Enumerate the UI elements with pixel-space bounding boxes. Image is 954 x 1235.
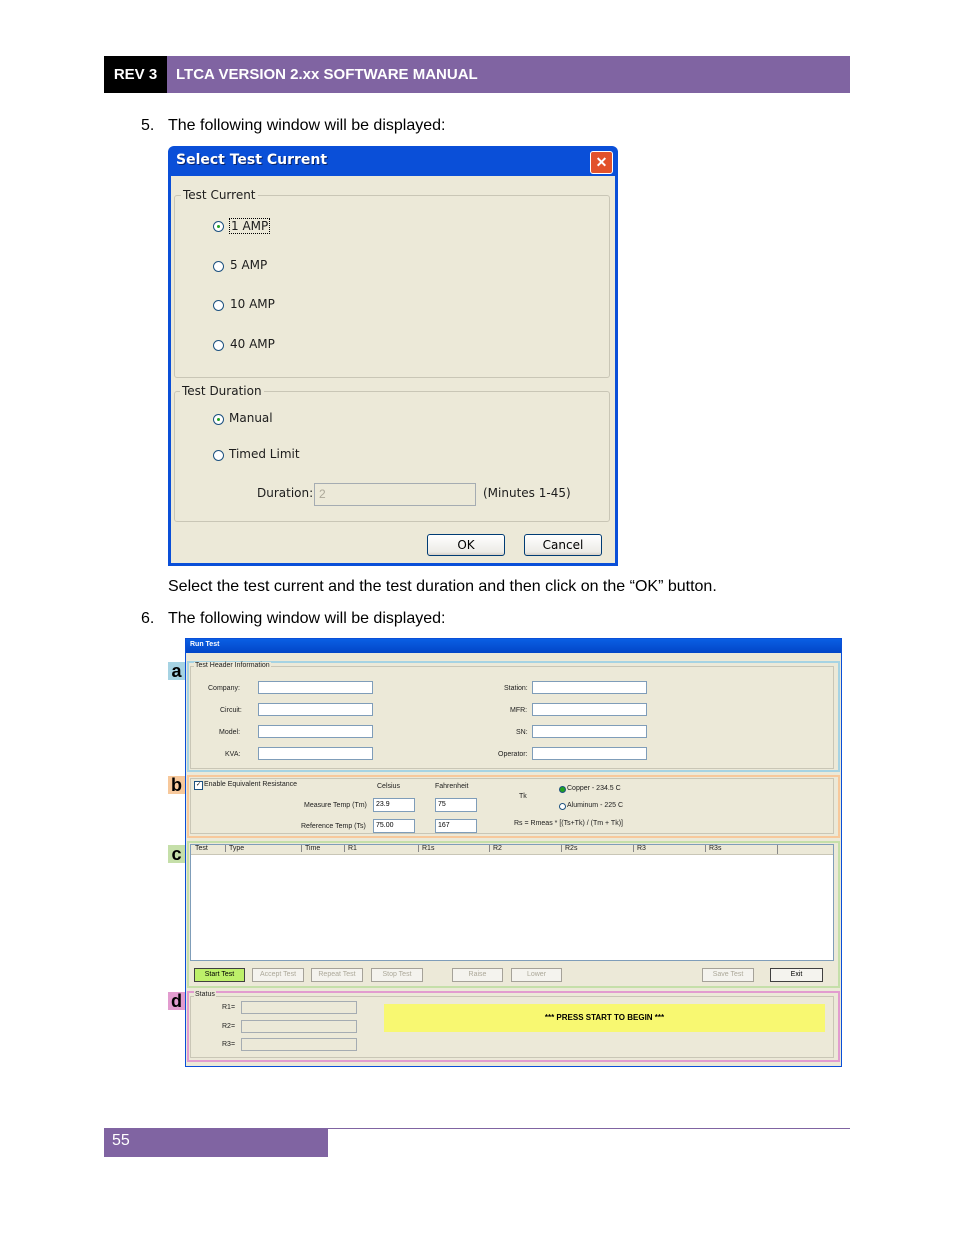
radio-manual-label[interactable]: Manual [229, 411, 273, 425]
col-type[interactable]: Type [225, 845, 244, 852]
aluminum-radio[interactable] [559, 803, 566, 810]
r2-label: R2= [222, 1023, 236, 1030]
select-test-current-dialog [168, 146, 618, 566]
raise-button[interactable]: Raise [452, 968, 503, 982]
copper-label[interactable]: Copper - 234.5 C [567, 785, 621, 792]
status-message: *** PRESS START TO BEGIN *** [384, 1004, 825, 1032]
operator-input[interactable] [532, 747, 647, 760]
sn-label: SN: [516, 729, 528, 736]
stop-test-button[interactable]: Stop Test [371, 968, 423, 982]
col-end-divider [777, 845, 778, 854]
col-r3s[interactable]: R3s [705, 845, 721, 852]
circuit-label: Circuit: [220, 707, 242, 714]
col-r2[interactable]: R2 [489, 845, 502, 852]
run-test-titlebar [186, 639, 841, 653]
tk-label: Tk [519, 793, 527, 800]
r3-value [241, 1038, 357, 1051]
test-header-legend: Test Header Information [195, 662, 270, 669]
radio-timed-limit-label[interactable]: Timed Limit [229, 447, 300, 461]
measure-temp-celsius-input[interactable]: 23.9 [373, 798, 415, 812]
col-time[interactable]: Time [301, 845, 320, 852]
accept-test-button[interactable]: Accept Test [252, 968, 304, 982]
test-current-legend: Test Current [183, 188, 256, 202]
step-5-number: 5. [141, 117, 155, 134]
cancel-button[interactable]: Cancel [524, 534, 602, 556]
radio-40-amp-label[interactable]: 40 AMP [230, 337, 275, 351]
close-icon[interactable]: ✕ [590, 151, 613, 174]
radio-1-amp-label[interactable]: 1 AMP [231, 219, 269, 233]
dialog-title: Select Test Current [176, 152, 328, 168]
run-test-title: Run Test [190, 641, 220, 648]
col-r3[interactable]: R3 [633, 845, 646, 852]
duration-input[interactable]: 2 [314, 483, 476, 506]
radio-1-amp[interactable] [213, 221, 224, 232]
radio-5-amp-label[interactable]: 5 AMP [230, 258, 268, 272]
repeat-test-button[interactable]: Repeat Test [311, 968, 363, 982]
copper-radio[interactable] [559, 786, 566, 793]
col-r1[interactable]: R1 [344, 845, 357, 852]
mfr-input[interactable] [532, 703, 647, 716]
reference-temp-label: Reference Temp (Ts) [301, 823, 366, 830]
aluminum-label[interactable]: Aluminum - 225 C [567, 802, 624, 809]
instruction-text: Select the test current and the test duration and then click on the “OK” button. [168, 578, 717, 595]
step-5-text: The following window will be displayed: [168, 117, 446, 134]
measure-temp-fahrenheit-input[interactable]: 75 [435, 798, 477, 812]
radio-10-amp-label[interactable]: 10 AMP [230, 297, 275, 311]
circuit-input[interactable] [258, 703, 373, 716]
lower-button[interactable]: Lower [511, 968, 562, 982]
reference-temp-celsius-input[interactable]: 75.00 [373, 819, 415, 833]
r2-value [241, 1020, 357, 1033]
formula-text: Rs = Rmeas * [(Ts+Tk) / (Tm + Tk)] [514, 820, 623, 827]
step-6-text: The following window will be displayed: [168, 610, 446, 627]
duration-hint: (Minutes 1-45) [483, 486, 571, 500]
section-c-letter: c [168, 845, 185, 863]
page-number: 55 [104, 1128, 328, 1157]
rev-label: REV 3 [104, 56, 167, 93]
kva-input[interactable] [258, 747, 373, 760]
company-input[interactable] [258, 681, 373, 694]
manual-title: LTCA VERSION 2.xx SOFTWARE MANUAL [167, 56, 850, 93]
enable-equivalent-checkbox[interactable]: ✓ [195, 782, 202, 788]
exit-button[interactable]: Exit [770, 968, 823, 982]
r1-label: R1= [222, 1004, 236, 1011]
r3-label: R3= [222, 1041, 236, 1048]
step-6-number: 6. [141, 610, 155, 627]
ok-button[interactable]: OK [427, 534, 505, 556]
station-input[interactable] [532, 681, 647, 694]
measure-temp-label: Measure Temp (Tm) [304, 802, 367, 809]
fahrenheit-label: Fahrenheit [435, 783, 469, 790]
radio-5-amp[interactable] [213, 261, 224, 272]
enable-equivalent-label[interactable]: Enable Equivalent Resistance [204, 781, 298, 788]
section-a-letter: a [168, 662, 185, 680]
run-test-window [185, 638, 842, 1067]
col-test[interactable]: Test [195, 845, 208, 852]
results-table-header [191, 845, 833, 855]
mfr-label: MFR: [510, 707, 528, 714]
radio-timed-limit[interactable] [213, 450, 224, 461]
celsius-label: Celsius [377, 783, 400, 790]
dialog-body [171, 176, 615, 563]
radio-10-amp[interactable] [213, 300, 224, 311]
section-d-letter: d [168, 992, 185, 1010]
col-r1s[interactable]: R1s [418, 845, 434, 852]
model-input[interactable] [258, 725, 373, 738]
results-table[interactable] [190, 844, 834, 961]
duration-label: Duration: [257, 486, 314, 500]
col-r2s[interactable]: R2s [561, 845, 577, 852]
r1-value [241, 1001, 357, 1014]
station-label: Station: [504, 685, 528, 692]
company-label: Company: [208, 685, 240, 692]
radio-manual[interactable] [213, 414, 224, 425]
radio-40-amp[interactable] [213, 340, 224, 351]
footer-rule [328, 1128, 850, 1129]
reference-temp-fahrenheit-input[interactable]: 167 [435, 819, 477, 833]
section-b-letter: b [168, 776, 185, 794]
status-legend: Status [195, 991, 215, 998]
start-test-button[interactable]: Start Test [194, 968, 245, 982]
save-test-button[interactable]: Save Test [702, 968, 754, 982]
sn-input[interactable] [532, 725, 647, 738]
operator-label: Operator: [498, 751, 528, 758]
kva-label: KVA: [225, 751, 241, 758]
model-label: Model: [219, 729, 241, 736]
test-duration-legend: Test Duration [182, 384, 262, 398]
